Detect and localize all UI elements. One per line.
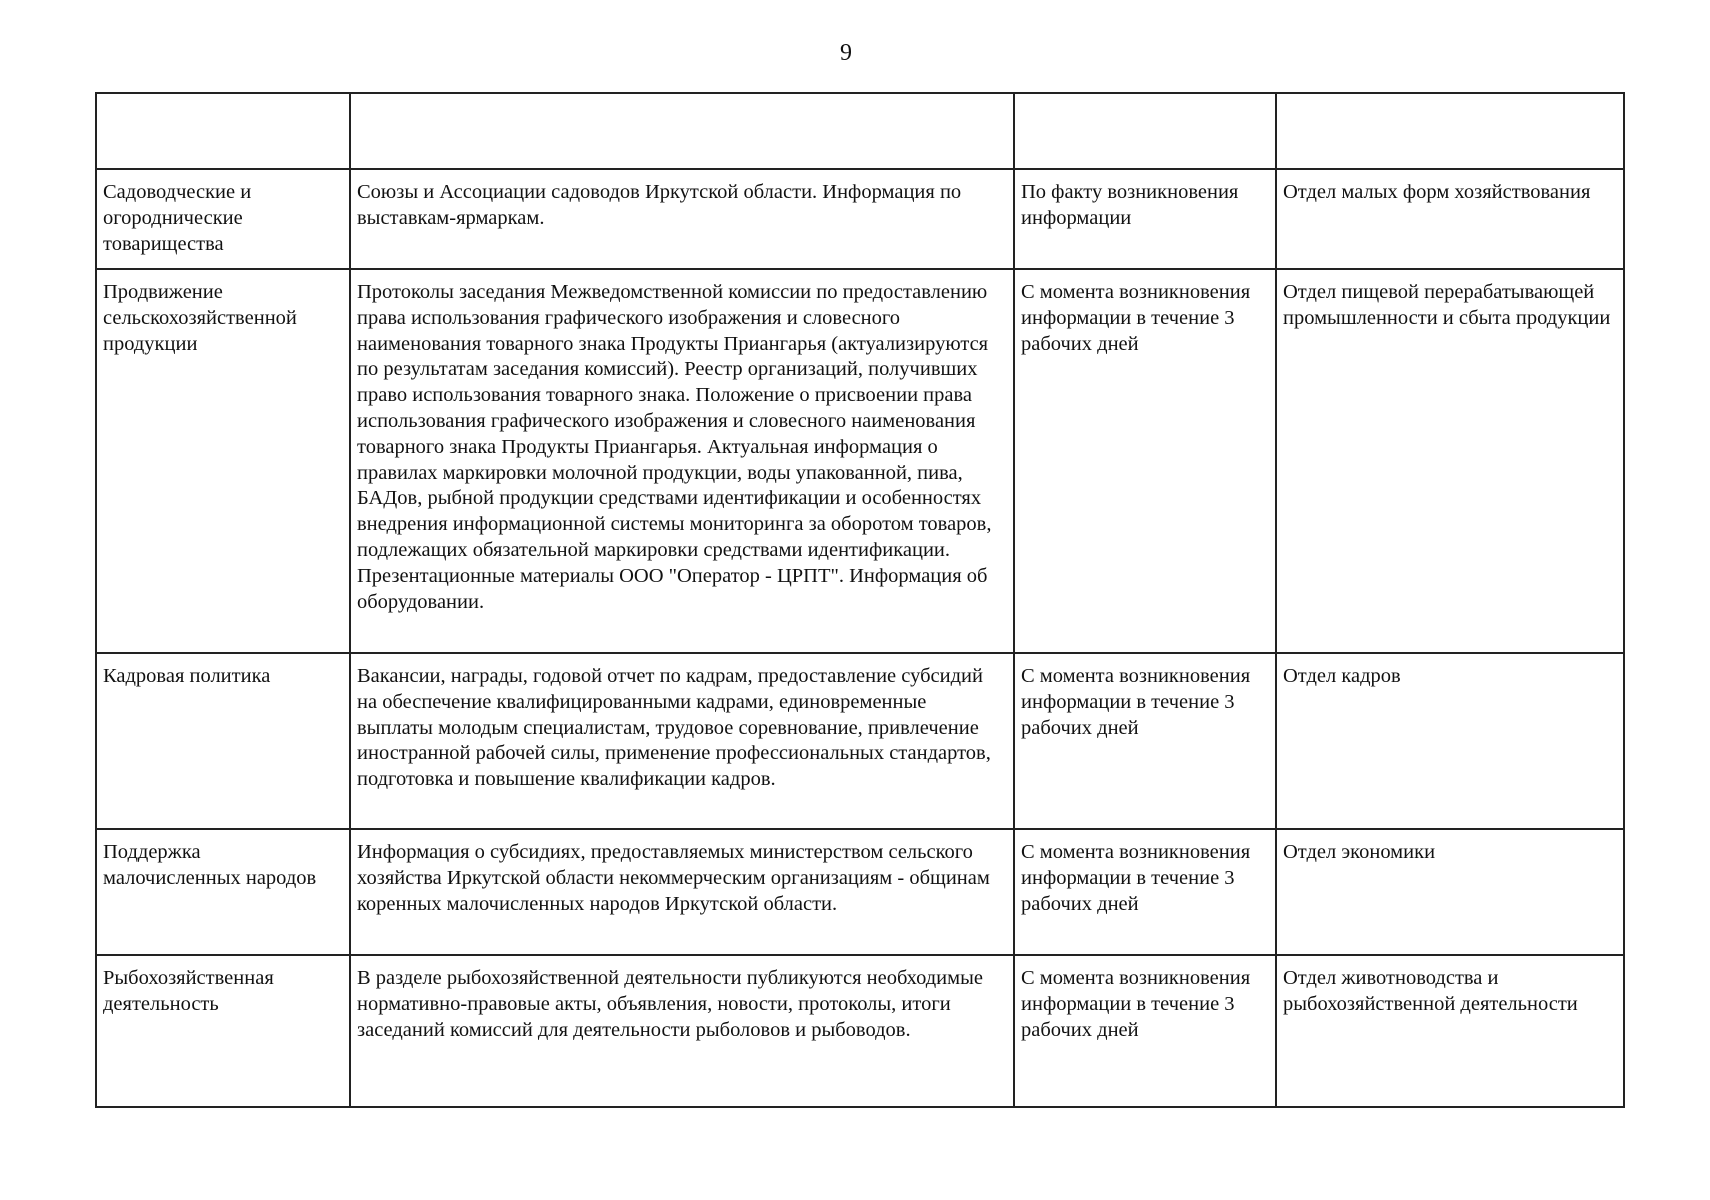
content-cell: Союзы и Ассоциации садоводов Иркутской области. Информация по выставкам-ярмаркам. <box>350 169 1014 269</box>
deadline-cell <box>1014 93 1276 169</box>
department-cell: Отдел малых форм хозяйствования <box>1276 169 1624 269</box>
page-number: 9 <box>840 40 852 66</box>
info-table <box>95 92 1625 1108</box>
table-row <box>96 169 1624 269</box>
section-cell <box>96 93 350 169</box>
department-cell: Отдел кадров <box>1276 653 1624 829</box>
deadline-cell: По факту возникновения информации <box>1014 169 1276 269</box>
content-cell: Протоколы заседания Межведомственной комиссии по предоставлению права использования графического изображения и словесного наименования товарного знака Продукты Приангарья (актуализируются по результатам заседания комиссий). Реестр организаций, получивших право использования товарного знака. Положение о присвоении права использования графического изображения и словесного наименования товарного знака Продукты Приангарья. Актуальная информация о правилах маркировки молочной продукции, воды упакованной, пива, БАДов, рыбной продукции средствами идентификации и особенностях внедрения информационной системы мониторинга за оборотом товаров, подлежащих обязательной маркировки средствами идентификации. Презентационные материалы ООО "Оператор - ЦРПТ". Информация об оборудовании. <box>350 269 1014 653</box>
table-row <box>96 955 1624 1107</box>
section-cell: Кадровая политика <box>96 653 350 829</box>
section-cell: Садоводческие и огороднические товарищества <box>96 169 350 269</box>
table-row <box>96 269 1624 653</box>
department-cell: Отдел пищевой перерабатывающей промышленности и сбыта продукции <box>1276 269 1624 653</box>
deadline-cell: С момента возникновения информации в течение 3 рабочих дней <box>1014 269 1276 653</box>
department-cell <box>1276 93 1624 169</box>
content-cell: Информация о субсидиях, предоставляемых министерством сельского хозяйства Иркутской области некоммерческим организациям - общинам коренных малочисленных народов Иркутской области. <box>350 829 1014 955</box>
table-row <box>96 829 1624 955</box>
content-cell <box>350 93 1014 169</box>
deadline-cell: С момента возникновения информации в течение 3 рабочих дней <box>1014 829 1276 955</box>
section-cell: Поддержка малочисленных народов <box>96 829 350 955</box>
deadline-cell: С момента возникновения информации в течение 3 рабочих дней <box>1014 955 1276 1107</box>
deadline-cell: С момента возникновения информации в течение 3 рабочих дней <box>1014 653 1276 829</box>
section-cell: Продвижение сельскохозяйственной продукции <box>96 269 350 653</box>
content-cell: В разделе рыбохозяйственной деятельности публикуются необходимые нормативно-правовые акты, объявления, новости, протоколы, итоги заседаний комиссий для деятельности рыболовов и рыбоводов. <box>350 955 1014 1107</box>
section-cell: Рыбохозяйственная деятельность <box>96 955 350 1107</box>
content-cell: Вакансии, награды, годовой отчет по кадрам, предоставление субсидий на обеспечение квалифицированными кадрами, единовременные выплаты молодым специалистам, трудовое соревнование, привлечение иностранной рабочей силы, применение профессиональных стандартов, подготовка и повышение квалификации кадров. <box>350 653 1014 829</box>
table-row <box>96 653 1624 829</box>
department-cell: Отдел животноводства и рыбохозяйственной деятельности <box>1276 955 1624 1107</box>
table-row <box>96 93 1624 169</box>
department-cell: Отдел экономики <box>1276 829 1624 955</box>
